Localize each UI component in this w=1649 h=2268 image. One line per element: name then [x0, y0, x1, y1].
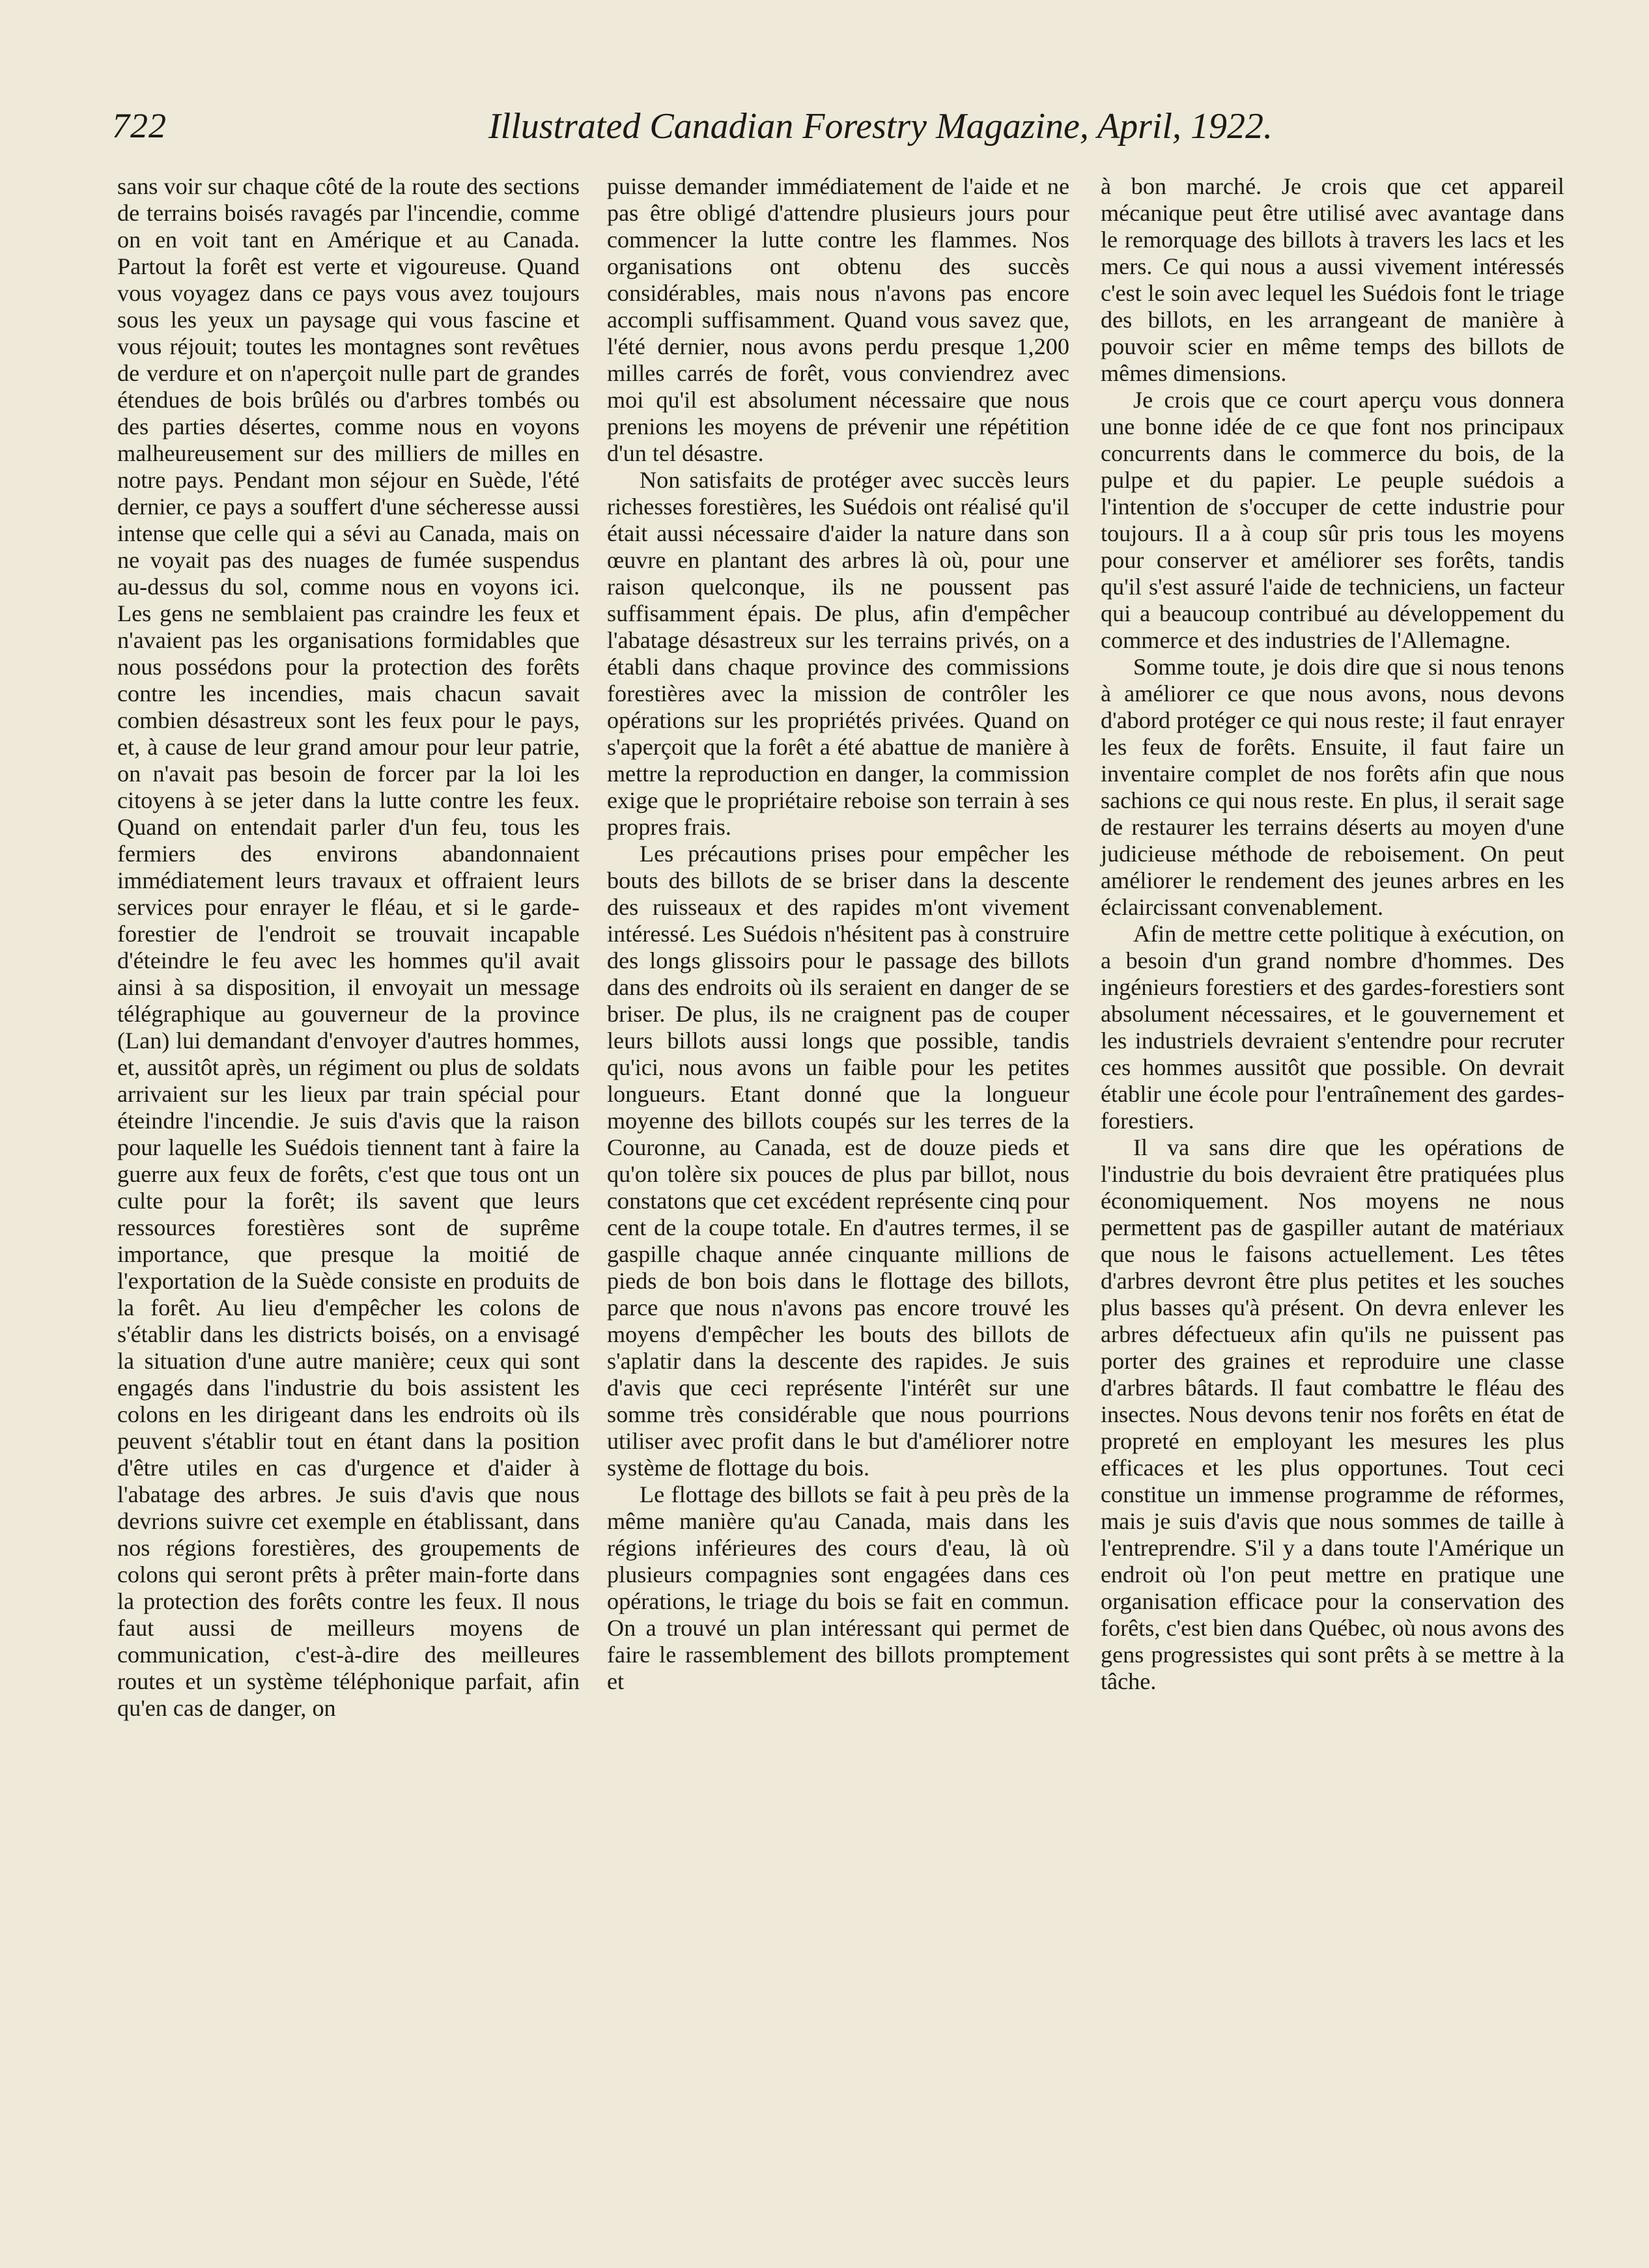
paragraph: Le flottage des billots se fait à peu près de la même manière qu'au Canada, mais dans les régions inférieures des cours d'eau, là où plusieurs compagnies sont engagées dans ces opérations, le triage du bois se fait en commun. On a trouvé un plan intéressant qui permet de faire le rassemblement des billots promptement et — [607, 1481, 1069, 1694]
page-number: 722 — [112, 106, 167, 145]
paragraph: Il va sans dire que les opérations de l'industrie du bois devraient être pratiquées plus économiquement. Nos moyens ne nous permettent pas de gaspiller autant de matériaux que nous le faisons actuellement. Les têtes d'arbres devront être plus petites et les souches plus basses qu'à présent. On devra enlever les arbres défectueux afin qu'ils ne puissent pas porter des graines et reproduire une classe d'arbres bâtards. Il faut combattre le fléau des insectes. Nous devons tenir nos forêts en état de propreté en employant les mesures les plus efficaces et les plus opportunes. Tout ceci constitue un immense programme de réformes, mais je suis d'avis que nous sommes de taille à l'entreprendre. S'il y a dans toute l'Amérique un endroit où l'on peut mettre en pratique une organisation efficace pour la conservation des forêts, c'est bien dans Québec, où nous avons des gens progressistes qui sont prêts à se mettre à la tâche. — [1101, 1134, 1564, 1694]
paragraph: à bon marché. Je crois que cet appareil mécanique peut être utilisé avec avantage dans le remorquage des billots à travers les lacs et les mers. Ce qui nous a aussi vivement intéressés c'est le soin avec lequel les Suédois font le triage des billots, en les arrangeant de manière à pouvoir scier en même temps des billots de mêmes dimensions. — [1101, 173, 1564, 386]
paragraph: Les précautions prises pour empêcher les bouts des billots de se briser dans la descente des ruisseaux et des rapides m'ont vivement intéressé. Les Suédois n'hésitent pas à construire des longs glissoirs pour le passage des billots dans des endroits où ils seraient en danger de se briser. De plus, ils ne craignent pas de couper leurs billots aussi longs que possible, tandis qu'ici, nous avons un faible pour les petites longueurs. Etant donné que la longueur moyenne des billots coupés sur les terres de la Couronne, au Canada, est de douze pieds et qu'on tolère six pouces de plus par billot, nous constatons que cet excédent représente cinq pour cent de la coupe totale. En d'autres termes, il se gaspille chaque année cinquante millions de pieds de bon bois dans le flottage des billots, parce que nous n'avons pas encore trouvé les moyens d'empêcher les bouts des billots de s'aplatir dans la descente des rapides. Je suis d'avis que ceci représente l'intérêt sur une somme très considérable que nous pourrions utiliser avec profit dans le but d'améliorer notre système de flottage du bois. — [607, 841, 1069, 1481]
paragraph: puisse demander immédiatement de l'aide et ne pas être obligé d'attendre plusieurs jours pour commencer la lutte contre les flammes. Nos organisations ont obtenu des succès considérables, mais nous n'avons pas encore accompli suffisamment. Quand vous savez que, l'été dernier, nous avons perdu presque 1,200 milles carrés de forêt, vous conviendrez avec moi qu'il est absolument nécessaire que nous prenions les moyens de prévenir une répétition d'un tel désastre. — [607, 173, 1069, 466]
text-column-2 — [607, 173, 1069, 1695]
paragraph: Afin de mettre cette politique à exécution, on a besoin d'un grand nombre d'hommes. Des ingénieurs forestiers et des gardes-forestiers sont absolument nécessaires, et le gouvernement et les industriels devraient s'entendre pour recruter ces hommes aussitôt que possible. On devrait établir une école pour l'entraînement des gardes-forestiers. — [1101, 921, 1564, 1134]
text-column-1 — [117, 173, 580, 1722]
paragraph: Je crois que ce court aperçu vous donnera une bonne idée de ce que font nos principaux concurrents dans le commerce du bois, de la pulpe et du papier. Le peuple suédois a l'intention de s'occuper de cette industrie pour toujours. Il a à coup sûr pris tous les moyens pour conserver et améliorer ses forêts, tandis qu'il s'est assuré l'aide de techniciens, un facteur qui a beaucoup contribué au développement du commerce et des industries de l'Allemagne. — [1101, 387, 1564, 653]
page-header — [112, 105, 1273, 151]
paragraph: Non satisfaits de protéger avec succès leurs richesses forestières, les Suédois ont réalisé qu'il était aussi nécessaire d'aider la nature dans son œuvre en plantant des arbres là où, pour une raison quelconque, ils ne poussent pas suffisamment épais. De plus, afin d'empêcher l'abatage désastreux sur les terrains privés, on a établi dans chaque province des commissions forestières avec la mission de contrôler les opérations sur les propriétés privées. Quand on s'aperçoit que la forêt a été abattue de manière à mettre la reproduction en danger, la commission exige que le propriétaire reboise son terrain à ses propres frais. — [607, 467, 1069, 840]
paragraph: Somme toute, je dois dire que si nous tenons à améliorer ce que nous avons, nous devons d'abord protéger ce qui nous reste; il faut enrayer les feux de forêts. Ensuite, il faut faire un inventaire complet de nos forêts afin que nous sachions ce qui nous reste. En plus, il serait sage de restaurer les terrains déserts au moyen d'une judicieuse méthode de reboisement. On peut améliorer le rendement des jeunes arbres en les éclaircissant convenablement. — [1101, 654, 1564, 920]
journal-title: Illustrated Canadian Forestry Magazine, April, 1922. — [488, 106, 1273, 147]
text-column-3 — [1101, 173, 1564, 1695]
paragraph: sans voir sur chaque côté de la route des sections de terrains boisés ravagés par l'incendie, comme on en voit tant en Amérique et au Canada. Partout la forêt est verte et vigoureuse. Quand vous voyagez dans ce pays vous avez toujours sous les yeux un paysage qui vous fascine et vous réjouit; toutes les montagnes sont revêtues de verdure et on n'aperçoit nulle part de grandes étendues de bois brûlés ou d'arbres tombés ou des parties désertes, comme nous en voyons malheureusement sur des milliers de milles en notre pays. Pendant mon séjour en Suède, l'été dernier, ce pays a souffert d'une sécheresse aussi intense que celle qui a sévi au Canada, mais on ne voyait pas des nuages de fumée suspendus au-dessus du sol, comme nous en voyons ici. Les gens ne semblaient pas craindre les feux et n'avaient pas les organisations formidables que nous possédons pour la protection des forêts contre les incendies, mais chacun savait combien désastreux sont les feux pour le pays, et, à cause de leur grand amour pour leur patrie, on n'avait pas besoin de forcer par la loi les citoyens à se jeter dans la lutte contre les feux. Quand on entendait parler d'un feu, tous les fermiers des environs abandonnaient immédiatement leurs travaux et offraient leurs services pour enrayer le fléau, et si le garde-forestier de l'endroit se trouvait incapable d'éteindre le feu avec les hommes qu'il avait ainsi à sa disposition, il envoyait un message télégraphique au gouverneur de la province (Lan) lui demandant d'envoyer d'autres hommes, et, aussitôt après, un régiment ou plus de soldats arrivaient sur les lieux par train spécial pour éteindre l'incendie. Je suis d'avis que la raison pour laquelle les Suédois tiennent tant à faire la guerre aux feux de forêts, c'est que tous ont un culte pour la forêt; ils savent que leurs ressources forestières sont de suprême importance, que presque la moitié de l'exportation de la Suède consiste en produits de la forêt. Au lieu d'empêcher les colons de s'établir dans les districts boisés, on a envisagé la situation d'une autre manière; ceux qui sont engagés dans l'industrie du bois assistent les colons en les dirigeant dans les endroits où ils peuvent s'établir tout en étant dans la position d'être utiles en cas d'urgence et d'aider à l'abatage des arbres. Je suis d'avis que nous devrions suivre cet exemple en établissant, dans nos régions forestières, des groupements de colons qui seront prêts à prêter main-forte dans la protection des forêts contre les feux. Il nous faut aussi de meilleurs moyens de communication, c'est-à-dire des meilleures routes et un système téléphonique parfait, afin qu'en cas de danger, on — [117, 173, 580, 1721]
